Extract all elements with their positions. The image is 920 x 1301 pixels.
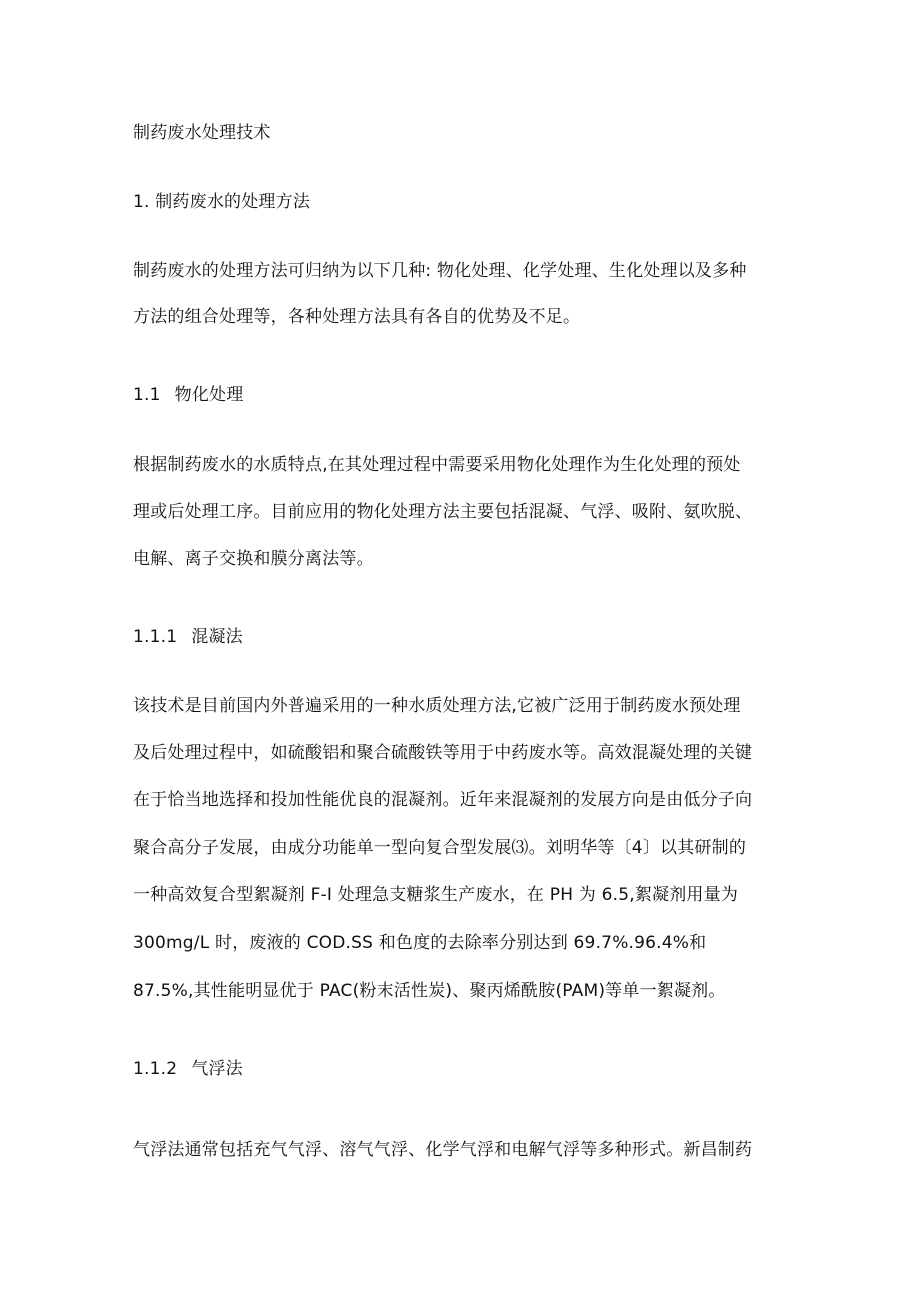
section-number: 1.1.2 bbox=[133, 1059, 178, 1079]
section-heading-1-1 bbox=[133, 383, 243, 407]
section-number: 1.1.1 bbox=[133, 627, 178, 647]
paragraph-3-line-6: 300mg/L 时，废液的 COD.SS 和色度的去除率分别达到 69.7%.96.4%和 bbox=[133, 933, 707, 953]
section-heading-1: 1. 制药废水的处理方法 bbox=[133, 192, 311, 212]
section-number: 1.1 bbox=[133, 385, 161, 405]
paragraph-2-line-3: 电解、离子交换和膜分离法等。 bbox=[133, 549, 374, 569]
section-heading-1-1-1 bbox=[133, 625, 243, 649]
section-heading-1-1-2 bbox=[133, 1057, 243, 1081]
paragraph-2-line-2: 理或后处理工序。目前应用的物化处理方法主要包括混凝、气浮、吸附、氨吹脱、 bbox=[133, 502, 753, 522]
paragraph-3-line-7: 87.5%,其性能明显优于 PAC(粉末活性炭)、聚丙烯酰胺(PAM)等单一絮凝剂。 bbox=[133, 981, 726, 1001]
section-title: 物化处理 bbox=[174, 385, 244, 405]
section-title: 混凝法 bbox=[191, 627, 243, 647]
paragraph-3-line-4: 聚合高分子发展，由成分功能单一型向复合型发展⑶。刘明华等〔4〕以其研制的 bbox=[133, 838, 747, 858]
paragraph-4-line-1: 气浮法通常包括充气气浮、溶气气浮、化学气浮和电解气浮等多种形式。新昌制药 bbox=[133, 1140, 753, 1160]
paragraph-3-line-5: 一种高效复合型絮凝剂 F-I 处理急支糖浆生产废水，在 PH 为 6.5,絮凝剂用量为 bbox=[133, 885, 739, 905]
paragraph-1-line-1: 制药废水的处理方法可归纳为以下几种: 物化处理、化学处理、生化处理以及多种 bbox=[133, 261, 747, 281]
section-title: 气浮法 bbox=[191, 1059, 243, 1079]
paragraph-2-line-1: 根据制药废水的水质特点,在其处理过程中需要采用物化处理作为生化处理的预处 bbox=[133, 455, 741, 475]
paragraph-1-line-2: 方法的组合处理等，各种处理方法具有各自的优势及不足。 bbox=[133, 307, 581, 327]
paragraph-3-line-1: 该技术是目前国内外普遍采用的一种水质处理方法,它被广泛用于制药废水预处理 bbox=[133, 696, 741, 716]
paragraph-3-line-2: 及后处理过程中，如硫酸铝和聚合硫酸铁等用于中药废水等。高效混凝处理的关键 bbox=[133, 743, 753, 763]
document-title: 制药废水处理技术 bbox=[133, 123, 271, 143]
paragraph-3-line-3: 在于恰当地选择和投加性能优良的混凝剂。近年来混凝剂的发展方向是由低分子向 bbox=[133, 790, 753, 810]
